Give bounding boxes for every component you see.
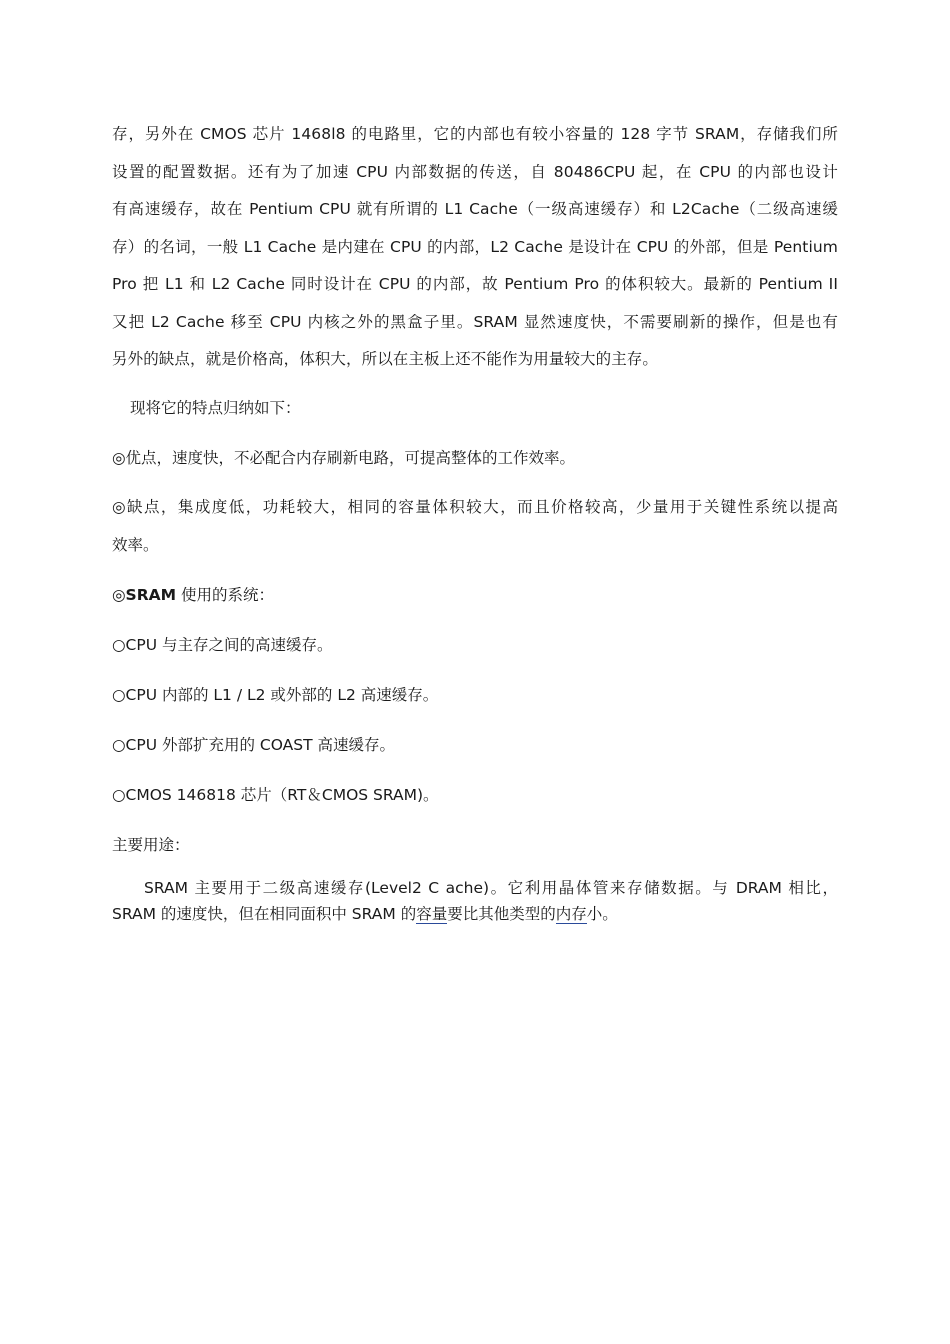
disadvantages-item — [112, 489, 838, 564]
paragraph-line: 设置的配置数据。还有为了加速 CPU 内部数据的传送，自 80486CPU 起，在 CPU 的内部也设计 — [112, 162, 838, 181]
heading-bold-term: SRAM — [125, 586, 177, 604]
paragraph-line: 另外的缺点，就是价格高，体积大，所以在主板上还不能作为用量较大的主存。 — [112, 350, 659, 368]
systems-heading — [112, 584, 838, 606]
summary-intro: 现将它的特点归纳如下： — [130, 399, 301, 417]
disadvantages-line: ◎缺点，集成度低，功耗较大，相同的容量体积较大，而且价格较高，少量用于关键性系统以提高 — [112, 498, 838, 516]
heading-suffix: 使用的系统： — [176, 586, 274, 604]
capacity-link[interactable]: 容量 — [416, 905, 448, 923]
main-use-text: 要比其他类型的 — [447, 905, 556, 923]
system-item: ○CPU 与主存之间的高速缓存。 — [112, 636, 333, 654]
main-use-paragraph — [112, 875, 838, 927]
paragraph-line: 存）的名词，一般 L1 Cache 是内建在 CPU 的内部，L2 Cache 是设计在 CPU 的外部，但是 Pentium — [112, 237, 838, 256]
main-use-text: 小。 — [586, 905, 618, 923]
paragraph-line: 有高速缓存，故在 Pentium CPU 就有所谓的 L1 Cache（一级高速缓存）和 L2Cache（二级高速缓 — [112, 200, 838, 218]
intro-paragraph — [112, 116, 838, 379]
heading-prefix: ◎ — [112, 586, 126, 604]
paragraph-line: 又把 L2 Cache 移至 CPU 内核之外的黑盒子里。SRAM 显然速度快，不需要刷新的操作，但是也有 — [112, 312, 838, 331]
main-use-line — [112, 901, 838, 927]
paragraph-line: 存，另外在 CMOS 芯片 1468l8 的电路里，它的内部也有较小容量的 128 字节 SRAM，存储我们所 — [112, 125, 838, 143]
main-use-line: SRAM 主要用于二级高速缓存(Level2 C ache)。它利用晶体管来存储数据。与 DRAM 相比， — [144, 879, 838, 897]
disadvantages-line: 效率。 — [112, 535, 159, 554]
system-item: ○CPU 内部的 L1 / L2 或外部的 L2 高速缓存。 — [112, 686, 439, 704]
paragraph-line: Pro 把 L1 和 L2 Cache 同时设计在 CPU 的内部，故 Pentium Pro 的体积较大。最新的 Pentium II — [112, 275, 838, 293]
main-use-heading: 主要用途： — [112, 836, 190, 854]
memory-link[interactable]: 内存 — [555, 905, 587, 923]
system-item: ○CPU 外部扩充用的 COAST 高速缓存。 — [112, 736, 395, 754]
advantages-item: ◎优点，速度快，不必配合内存刷新电路，可提高整体的工作效率。 — [112, 449, 576, 467]
main-use-text: SRAM 的速度快，但在相同面积中 SRAM 的 — [112, 905, 417, 923]
system-item: ○CMOS 146818 芯片（RT＆CMOS SRAM)。 — [112, 786, 439, 804]
